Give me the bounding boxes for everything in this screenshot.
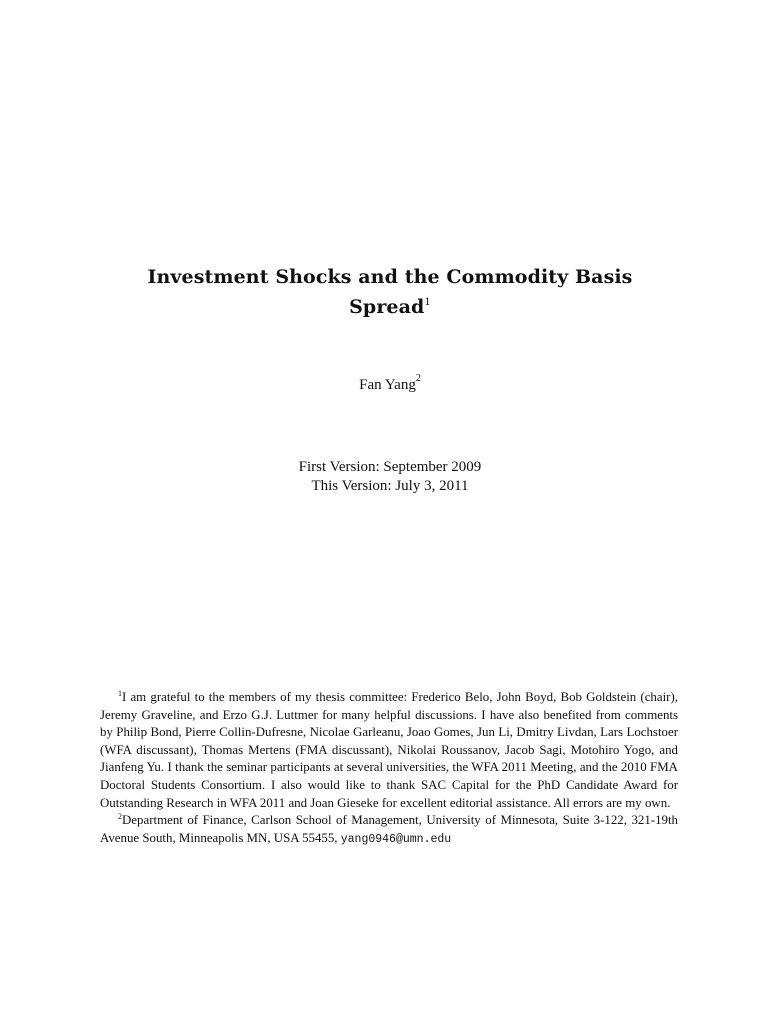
version-dates [0,458,768,496]
footnotes-section [100,689,678,848]
author-name: Fan Yang [359,377,416,393]
author-block [0,375,768,395]
footnote-1-marker: 1 [118,689,122,698]
footnote-2-text: Department of Finance, Carlson School of Management, University of Minnesota, Suite 3-122, 321-19th Avenue South, Minneapolis MN, USA 55455, [100,813,678,845]
paper-title-line-1: Investment Shocks and the Commodity Basis [147,266,633,288]
paper-title [100,262,680,322]
footnote-1-text: I am grateful to the members of my thesis committee: Frederico Belo, John Boyd, Bob Goldstein (chair), Jeremy Graveline, and Erzo G.J. Luttmer for many helpful discussions. I have also benefited from comments by Philip Bond, Pierre Collin-Dufresne, Nicolae Garleanu, Joao Gomes, Jun Li, Dmitry Livdan, Lars Lochstoer (WFA discussant), Thomas Mertens (FMA discussant), Nikolai Roussanov, Jacob Sagi, Motohiro Yogo, and Jianfeng Yu. I thank the seminar participants at several universities, the WFA 2011 Meeting, and the 2010 FMA Doctoral Students Consortium. I also would like to thank SAC Capital for the PhD Candidate Award for Outstanding Research in WFA 2011 and Joan Gieseke for excellent editorial assistance. All errors are my own. [100,690,678,810]
author-email-link[interactable]: yang0946@umn.edu [340,832,452,846]
title-footnote-marker[interactable]: 1 [424,297,431,308]
paper-title-line-2 [100,292,680,322]
current-version-date: This Version: July 3, 2011 [311,478,469,494]
footnote-2 [100,812,678,848]
author-footnote-marker[interactable]: 2 [415,373,421,384]
paper-title-line-2-text: Spread [349,296,425,318]
first-version-date: First Version: September 2009 [298,459,482,475]
footnote-2-marker: 2 [118,812,122,822]
footnote-1 [100,689,678,812]
